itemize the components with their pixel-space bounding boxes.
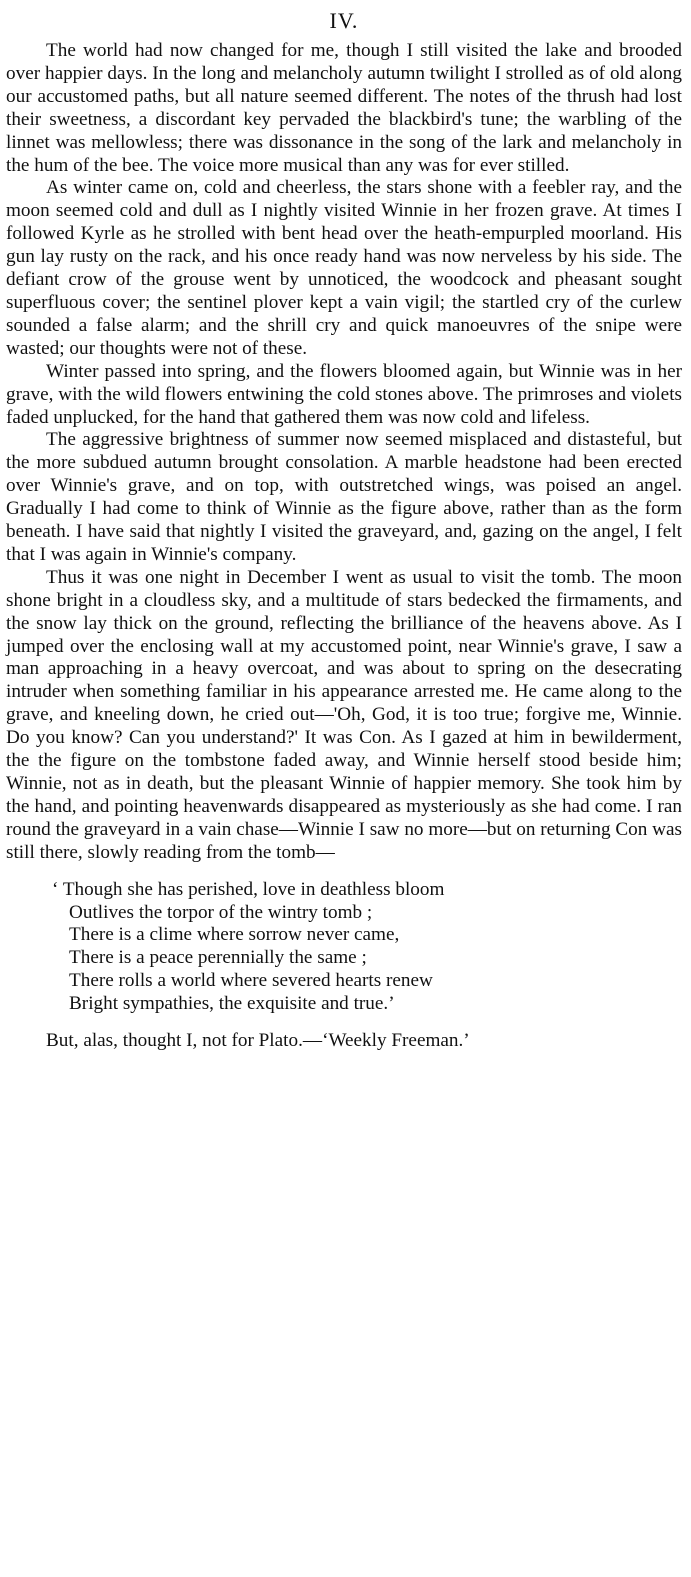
paragraph-1: The world had now changed for me, though I still visited the lake and brooded over happier days. In the long and melancholy autumn twilight I strolled as of old along our accustomed paths, but all nature seemed different. The notes of the thrush had lost their sweetness, a discordant key pervaded the blackbird's tune; the warbling of the linnet was mellowless; there was dissonance in the song of the lark and melancholy in the hum of the bee. The voice more musical than any was for ever stilled.	[6, 40, 682, 176]
poem-line-4: There is a peace perennially the same ;	[69, 947, 367, 969]
paragraph-4: The aggressive brightness of summer now seemed misplaced and distasteful, but the more subdued autumn brought consolation. A marble headstone had been erected over Winnie's grave, and on top, with outstretched wings, was poised an angel. Gradually I had come to think of Winnie as the figure above, rather than as the form beneath. I have said that nightly I visited the graveyard, and, gazing on the angel, I felt that I was again in Winnie's company.	[6, 429, 682, 565]
paragraph-5: Thus it was one night in December I went as usual to visit the tomb. The moon shone bright in a cloudless sky, and a multitude of stars bedecked the firmaments, and the snow lay thick on the ground, reflecting the brilliance of the heavens above. As I jumped over the enclosing wall at my accustomed point, near Winnie's grave, I saw a man approaching in a heavy overcoat, and was about to spring on the desecrating intruder when something familiar in his appearance arrested me. He came along to the grave, and kneeling down, he cried out—'Oh, God, it is too true; forgive me, Winnie. Do you know? Can you understand?' It was Con. As I gazed at him in bewilderment, the the figure on the tombstone faded away, and Winnie herself stood beside him; Winnie, not as in death, but the pleasant Winnie of happier memory. She took him by the hand, and pointing heavenwards disappeared as mysteriously as she had come. I ran round the graveyard in a vain chase—Winnie I saw no more—but on returning Con was still there, slowly reading from the tomb—	[6, 566, 682, 863]
article-column	[6, 0, 682, 1053]
poem-verse	[52, 879, 682, 1016]
closing-line: But, alas, thought I, not for Plato.—‘Weekly Freeman.’	[46, 1030, 470, 1052]
paragraph-3: Winter passed into spring, and the flowers bloomed again, but Winnie was in her grave, with the wild flowers entwining the cold stones above. The primroses and violets faded unplucked, for the hand that gathered them was now cold and lifeless.	[6, 360, 682, 428]
poem-line-2: Outlives the torpor of the wintry tomb ;	[69, 901, 373, 923]
poem-line-6: Bright sympathies, the exquisite and true.’	[69, 993, 395, 1015]
poem-line-1: ‘ Though she has perished, love in deathless bloom	[52, 878, 445, 900]
poem-line-3: There is a clime where sorrow never came,	[69, 924, 400, 946]
paragraph-2: As winter came on, cold and cheerless, the stars shone with a feebler ray, and the moon seemed cold and dull as I nightly visited Winnie in her frozen grave. At times I followed Kyrle as he strolled with bent head over the heath-empurpled moorland. His gun lay rusty on the rack, and his once ready hand was now nerveless by his side. The defiant crow of the grouse went by unnoticed, the woodcock and pheasant sought superfluous cover; the sentinel plover kept a vain vigil; the startled cry of the curlew sounded a false alarm; and the shrill cry and quick manoeuvres of the snipe were wasted; our thoughts were not of these.	[6, 177, 682, 359]
section-heading: IV.	[329, 8, 359, 33]
poem-line-5: There rolls a world where severed hearts renew	[69, 970, 433, 992]
